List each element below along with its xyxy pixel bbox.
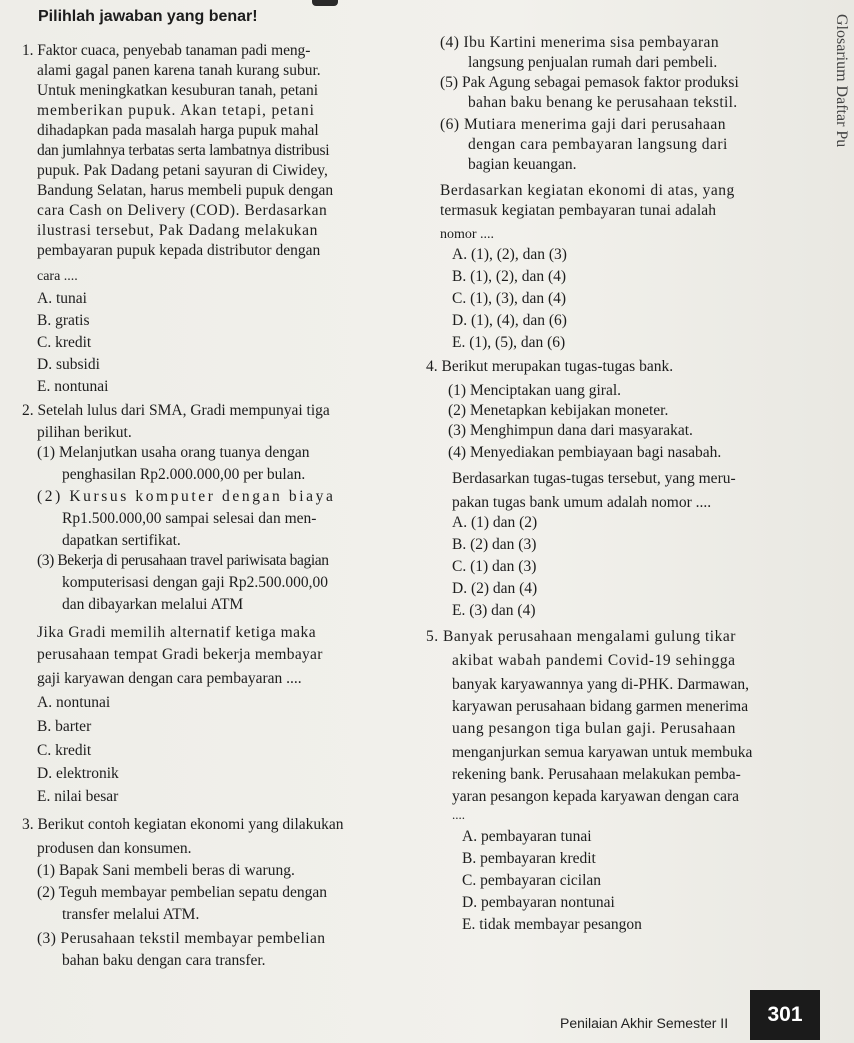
q4-stem-line: pakan tugas bank umum adalah nomor ....	[452, 494, 712, 511]
q4-stem-line: (3) Menghimpun dana dari masyarakat.	[448, 422, 693, 439]
q1-stem-line: cara ....	[37, 269, 78, 284]
q3-option[interactable]: D. (1), (4), dan (6)	[452, 312, 567, 329]
q2-stem-line: (3) Bekerja di perusahaan travel pariwisata bagian	[37, 552, 329, 569]
q2-option[interactable]: E. nilai besar	[37, 788, 119, 805]
q3-stem-line: bahan baku dengan cara transfer.	[62, 952, 266, 969]
q2-stem-line: Rp1.500.000,00 sampai selesai dan men-	[62, 510, 317, 527]
q4-stem-line: (1) Menciptakan uang giral.	[448, 382, 622, 399]
footer-label: Penilaian Akhir Semester II	[560, 1015, 729, 1031]
q5-stem-line: uang pesangon tiga bulan gaji. Perusahaan	[452, 720, 736, 737]
top-edge-mark	[312, 0, 338, 6]
q5-option[interactable]: D. pembayaran nontunai	[462, 894, 615, 911]
q3-stem-line: termasuk kegiatan pembayaran tunai adalah	[440, 202, 717, 219]
q4-option[interactable]: A. (1) dan (2)	[452, 514, 538, 531]
q1-stem-line: cara Cash on Delivery (COD). Berdasarkan	[37, 202, 328, 219]
q1-option[interactable]: B. gratis	[37, 312, 90, 329]
side-index-text: Glosarium Daftar Pu	[833, 14, 850, 148]
q3-option[interactable]: A. (1), (2), dan (3)	[452, 246, 567, 263]
q3-stem-line: 3. Berikut contoh kegiatan ekonomi yang dilakukan	[22, 816, 344, 833]
q4-stem-line: Berdasarkan tugas-tugas tersebut, yang meru-	[452, 470, 736, 487]
side-index-tab	[828, 0, 854, 1043]
q4-stem-line: 4. Berikut merupakan tugas-tugas bank.	[426, 358, 674, 375]
q2-option[interactable]: D. elektronik	[37, 765, 119, 782]
q2-option[interactable]: B. barter	[37, 718, 92, 735]
q5-option[interactable]: A. pembayaran tunai	[462, 828, 592, 845]
q5-stem-line: yaran pesangon kepada karyawan dengan cara	[452, 788, 740, 805]
q4-stem-line: (4) Menyediakan pembiayaan bagi nasabah.	[448, 444, 722, 461]
q1-stem-line: dihadapkan pada masalah harga pupuk mahal	[37, 122, 319, 139]
q5-stem-line: banyak karyawannya yang di-PHK. Darmawan,	[452, 676, 749, 693]
q5-stem-line: ....	[452, 807, 465, 822]
q5-option[interactable]: B. pembayaran kredit	[462, 850, 596, 867]
q1-option[interactable]: D. subsidi	[37, 356, 100, 373]
q2-stem-line: perusahaan tempat Gradi bekerja membayar	[37, 646, 323, 663]
q3-stem-line: produsen dan konsumen.	[37, 840, 192, 857]
q5-option[interactable]: C. pembayaran cicilan	[462, 872, 602, 889]
q2-stem-line: pilihan berikut.	[37, 424, 132, 441]
q1-stem-line: memberikan pupuk. Akan tetapi, petani	[37, 102, 315, 119]
q2-stem-line: Jika Gradi memilih alternatif ketiga maka	[37, 624, 317, 641]
q2-stem-line: dapatkan sertifikat.	[62, 532, 181, 549]
q2-stem-line: penghasilan Rp2.000.000,00 per bulan.	[62, 466, 306, 483]
q2-stem-line: (2) Kursus komputer dengan biaya	[37, 488, 336, 505]
q2-option[interactable]: A. nontunai	[37, 694, 111, 711]
q1-stem-line: alami gagal panen karena tanah kurang subur.	[37, 62, 321, 79]
q4-option[interactable]: E. (3) dan (4)	[452, 602, 536, 619]
q4-option[interactable]: C. (1) dan (3)	[452, 558, 537, 575]
q3-stem-line: transfer melalui ATM.	[62, 906, 200, 923]
q1-stem-line: pupuk. Pak Dadang petani sayuran di Ciwidey,	[37, 162, 328, 179]
q4-stem-line: (2) Menetapkan kebijakan moneter.	[448, 402, 669, 419]
q1-stem-line: pembayaran pupuk kepada distributor dengan	[37, 242, 321, 259]
q5-stem-line: rekening bank. Perusahaan melakukan pemba-	[452, 766, 741, 783]
instruction-title: Pilihlah jawaban yang benar!	[38, 8, 258, 25]
q3-stem-line: langsung penjualan rumah dari pembeli.	[468, 54, 718, 71]
q1-stem-line: Bandung Selatan, harus membeli pupuk dengan	[37, 182, 334, 199]
q3-stem-line: (4) Ibu Kartini menerima sisa pembayaran	[440, 34, 719, 51]
q3-stem-line: nomor ....	[440, 227, 495, 242]
q2-stem-line: 2. Setelah lulus dari SMA, Gradi mempunyai tiga	[22, 402, 330, 419]
q3-stem-line: dengan cara pembayaran langsung dari	[468, 136, 728, 153]
q2-stem-line: dan dibayarkan melalui ATM	[62, 596, 244, 613]
page-number: 301	[750, 990, 820, 1040]
q3-stem-line: bagian keuangan.	[468, 156, 577, 173]
q1-stem-line: ilustrasi tersebut, Pak Dadang melakukan	[37, 222, 318, 239]
q3-stem-line: (5) Pak Agung sebagai pemasok faktor produksi	[440, 74, 739, 91]
q3-stem-line: (2) Teguh membayar pembelian sepatu dengan	[37, 884, 328, 901]
q2-option[interactable]: C. kredit	[37, 742, 92, 759]
q5-stem-line: akibat wabah pandemi Covid-19 sehingga	[452, 652, 736, 669]
q3-stem-line: (3) Perusahaan tekstil membayar pembelian	[37, 930, 326, 947]
q3-stem-line: (6) Mutiara menerima gaji dari perusahaan	[440, 116, 727, 133]
q1-option[interactable]: E. nontunai	[37, 378, 109, 395]
q1-stem-line: dan jumlahnya terbatas serta lambatnya distribusi	[37, 142, 330, 159]
q2-stem-line: komputerisasi dengan gaji Rp2.500.000,00	[62, 574, 329, 591]
q1-stem-line: 1. Faktor cuaca, penyebab tanaman padi meng-	[22, 42, 311, 59]
q4-option[interactable]: B. (2) dan (3)	[452, 536, 537, 553]
q3-stem-line: (1) Bapak Sani membeli beras di warung.	[37, 862, 295, 879]
q3-stem-line: Berdasarkan kegiatan ekonomi di atas, yang	[440, 182, 735, 199]
q4-option[interactable]: D. (2) dan (4)	[452, 580, 538, 597]
q5-stem-line: menganjurkan semua karyawan untuk membuka	[452, 744, 753, 761]
q2-stem-line: gaji karyawan dengan cara pembayaran ....	[37, 670, 302, 687]
q5-stem-line: 5. Banyak perusahaan mengalami gulung tikar	[426, 628, 736, 645]
q3-option[interactable]: C. (1), (3), dan (4)	[452, 290, 567, 307]
q5-option[interactable]: E. tidak membayar pesangon	[462, 916, 642, 933]
q3-stem-line: bahan baku benang ke perusahaan tekstil.	[468, 94, 738, 111]
q3-option[interactable]: E. (1), (5), dan (6)	[452, 334, 566, 351]
q1-option[interactable]: A. tunai	[37, 290, 87, 307]
q2-stem-line: (1) Melanjutkan usaha orang tuanya dengan	[37, 444, 310, 461]
q3-option[interactable]: B. (1), (2), dan (4)	[452, 268, 567, 285]
q5-stem-line: karyawan perusahaan bidang garmen menerima	[452, 698, 749, 715]
q1-option[interactable]: C. kredit	[37, 334, 92, 351]
q1-stem-line: Untuk meningkatkan kesuburan tanah, petani	[37, 82, 319, 99]
